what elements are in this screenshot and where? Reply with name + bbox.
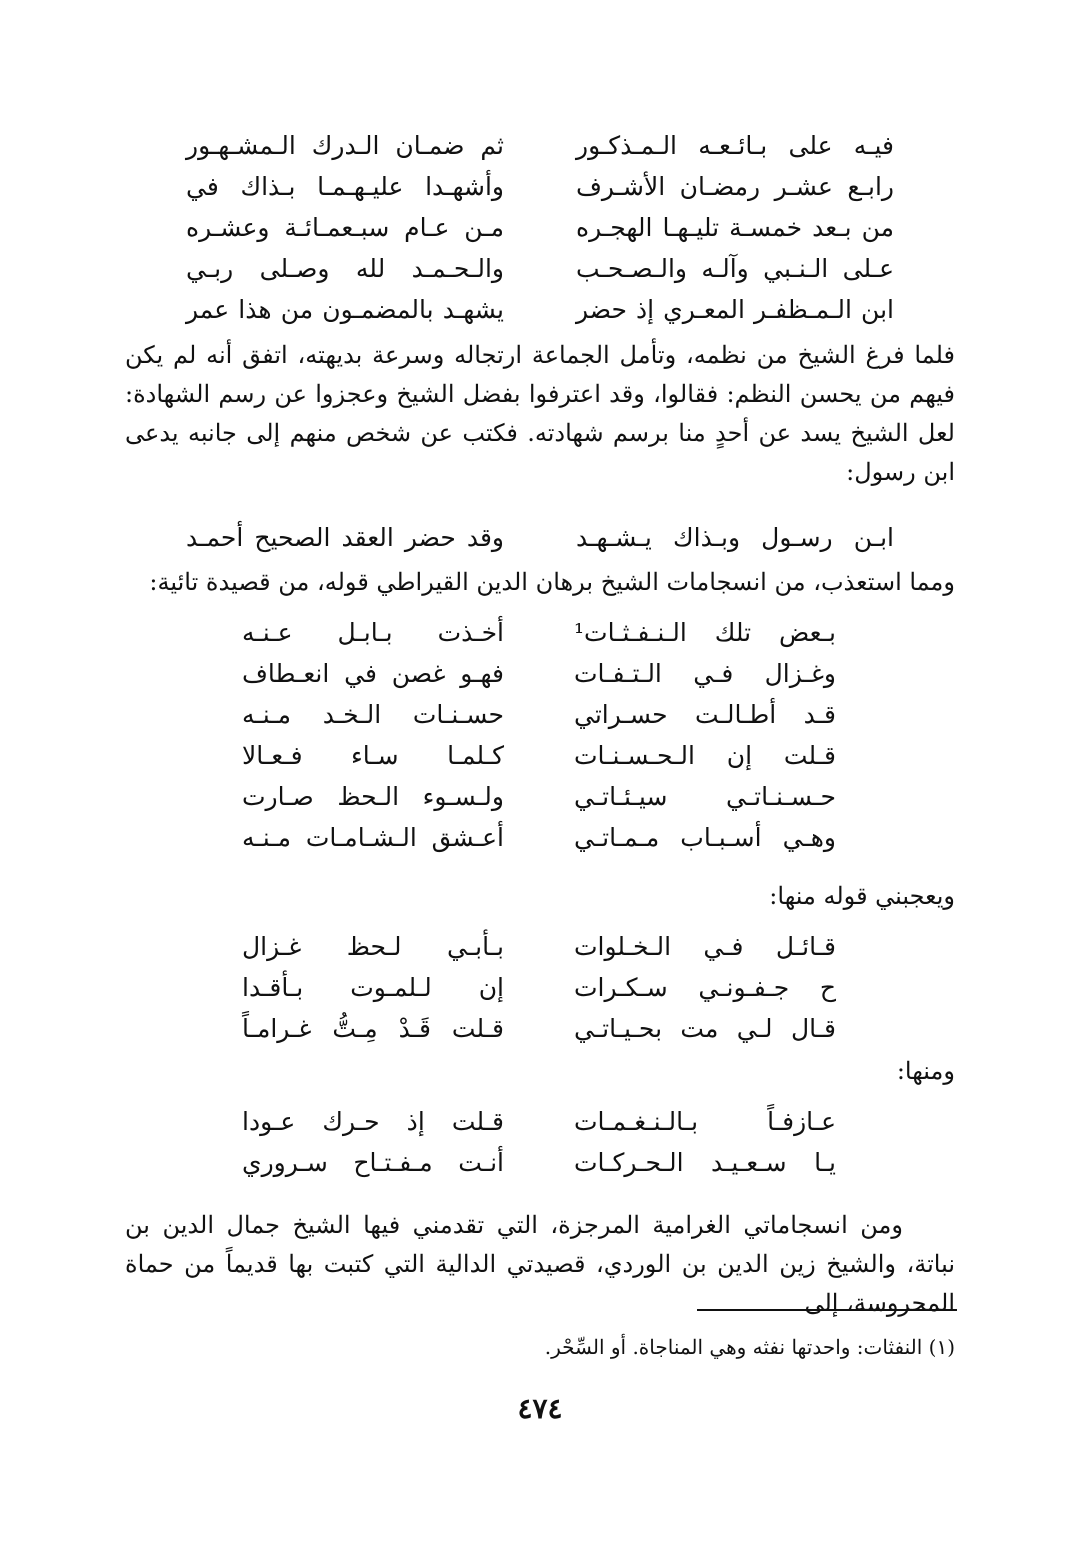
verse-first-hemistich: أنـت مـفـتـاح سـروري [242, 1148, 504, 1177]
verse-first-hemistich: وقد حضر العقد الصحيح أحمـد [186, 523, 504, 552]
verse-second-hemistich: ابـن رسـول وبـذاك يـشـهـد [576, 523, 894, 552]
verse-first-hemistich: وأشهـدا عليـهـمـا بـذاك في [186, 172, 504, 201]
verse-first-hemistich: أعـشق الـشـامـات مـنـه [242, 823, 504, 852]
verse-second-hemistich: قـائـل فـي الـخـلوات [574, 932, 836, 961]
verse-first-hemistich: مـن عـام سبـعمـائـة وعشـره [186, 213, 504, 242]
verse-line [0, 653, 1080, 694]
verse-second-hemistich: عـلى الـنـبي وآلـه والـصـحـب [576, 254, 894, 283]
footnote [125, 1330, 955, 1364]
prose-paragraph-3 [125, 1206, 955, 1323]
verse-second-hemistich: عـازفـاً بـالـنـغـمـات [574, 1107, 836, 1136]
verse-second-hemistich: رابـع عشـر رمضـان الأشـرف [576, 172, 894, 201]
verse-line [0, 1101, 1080, 1142]
verse-second-hemistich: يـا سـعـيـد الـحـركـات [574, 1148, 836, 1177]
verse-stanza-4 [0, 926, 1080, 1049]
verse-line [0, 289, 1080, 330]
verse-first-hemistich: والـحـمـد لله وصـلى ربـي [186, 254, 504, 283]
verse-stanza-3 [0, 612, 1080, 858]
page-number: ٤٧٤ [517, 1392, 563, 1425]
verse-second-hemistich: قـال لـي مت بحـيـاتـي [574, 1014, 836, 1043]
verse-line [0, 125, 1080, 166]
verse-stanza-5 [0, 1101, 1080, 1183]
verse-line [0, 1142, 1080, 1183]
verse-second-hemistich: ابن الـمـظفـر المعـري إذ حضر [576, 295, 894, 324]
verse-first-hemistich: قـلت إذ حـرك عـودا [242, 1107, 504, 1136]
paragraph-text: ومن انسجاماتي الغرامية المرجزة، التي تقدمني فيها الشيخ جمال الدين بن نباتة، والشيخ زين الدين بن الوردي، قصيدتي الدالية التي كتبت بها قديماً من حماة المحروسة، إلى [125, 1211, 956, 1317]
verse-line [0, 1008, 1080, 1049]
verse-second-hemistich: حـسـنـاتـي سيـئـاتـي [574, 782, 836, 811]
verse-first-hemistich: فهـو غصن في انعـطاف [242, 659, 504, 688]
verse-line [0, 967, 1080, 1008]
verse-second-hemistich: فيـه على بـائـعـه الـمـذكـور [576, 131, 894, 160]
verse-line [0, 817, 1080, 858]
verse-first-hemistich: ولـسـوء الـحظ صـارت [242, 782, 504, 811]
verse-second-hemistich: ح جـفـونـي سـكـرات [574, 973, 836, 1002]
verse-second-hemistich: قـد أطـالـت حسـراتي [574, 700, 836, 729]
verse-stanza-1 [0, 125, 1080, 330]
verse-first-hemistich: يشهـد بالمضمـون من هذا عمر [186, 295, 504, 324]
verse-second-hemistich: قـلت إن الـحـسـنـات [574, 741, 836, 770]
paragraph-text: ومما استعذب، من انسجامات الشيخ برهان الدين القيراطي قوله، من قصيدة تائية: [149, 568, 955, 596]
verse-first-hemistich: إن لـلمـوت بـأقـدا [242, 973, 504, 1002]
verse-line [0, 248, 1080, 289]
verse-first-hemistich: كـلمـا سـاء فـعـالا [242, 741, 504, 770]
verse-stanza-2 [0, 517, 1080, 558]
verse-line [0, 776, 1080, 817]
verse-first-hemistich: ثم ضمـان الـدرك الـمشـهـور [186, 131, 504, 160]
verse-first-hemistich: قـلت قَـدْ مِـتُّ غـرامـاً [242, 1014, 504, 1043]
verse-first-hemistich: بـأبـي لـحظ غـزال [242, 932, 504, 961]
verse-line [0, 612, 1080, 653]
lead-text: ومنها: [896, 1057, 955, 1085]
paragraph-text: فلما فرغ الشيخ من نظمه، وتأمل الجماعة ارتجاله وسرعة بديهته، اتفق أنه لم يكن فيهم من يحسن النظم: فقالوا، وقد اعترفوا بفضل الشيخ وعجزوا عن رسم الشهادة: لعل الشيخ يسد عن أحدٍ منا برسم شهادته. فكتب عن شخص منهم إلى جانبه يدعى ابن رسول: [125, 341, 955, 486]
footnote-divider [697, 1309, 957, 1311]
prose-paragraph-2 [125, 563, 955, 602]
verse-second-hemistich: وهـي أسـبـاب مـمـاتـي [574, 823, 836, 852]
verse-first-hemistich: أخـذت بـابـل عـنـه [242, 618, 504, 647]
verse-line [0, 166, 1080, 207]
prose-paragraph-1 [125, 336, 955, 492]
lead-line-2 [125, 1052, 955, 1091]
verse-line [0, 694, 1080, 735]
lead-text: ويعجبني قوله منها: [769, 882, 955, 910]
verse-line [0, 926, 1080, 967]
verse-line [0, 735, 1080, 776]
verse-second-hemistich: وغـزال فـي الـتـفـات [574, 659, 836, 688]
lead-line-1 [125, 877, 955, 916]
verse-second-hemistich: بـعض تلك الـنـفـثـات¹ [574, 618, 836, 647]
footnote-text: (١) النفثات: واحدتها نفثه وهي المناجاة. أو السِّحْر. [544, 1335, 955, 1359]
verse-line [0, 207, 1080, 248]
verse-first-hemistich: حسـنـات الـخـد مـنـه [242, 700, 504, 729]
verse-second-hemistich: من بـعد خمسـة تليـهـا الهجـره [576, 213, 894, 242]
verse-line [0, 517, 1080, 558]
